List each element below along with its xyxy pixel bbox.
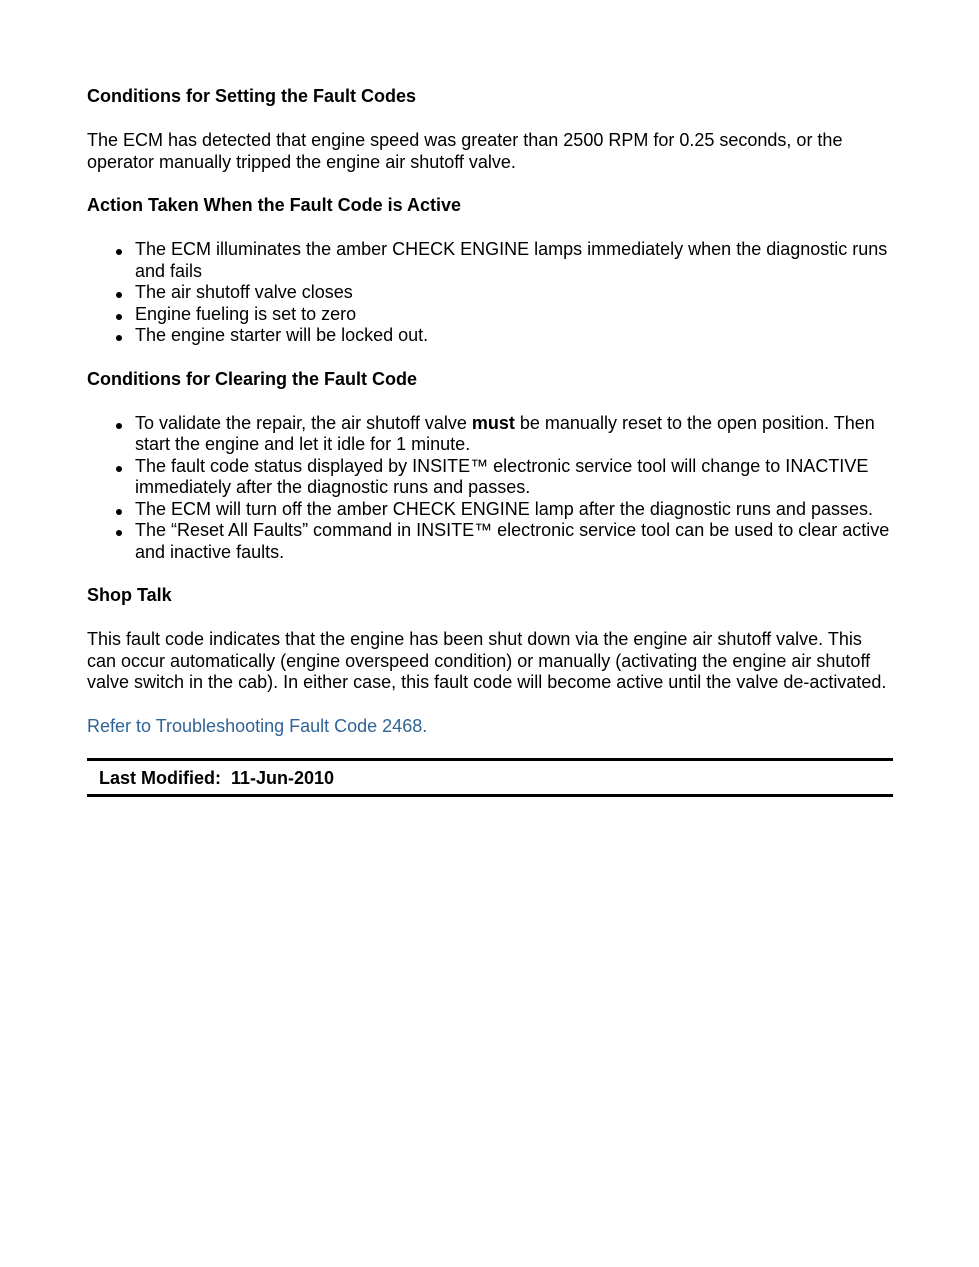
list-item: The ECM will turn off the amber CHECK ENGINE lamp after the diagnostic runs and passes. bbox=[135, 499, 893, 521]
last-modified-box bbox=[87, 758, 893, 797]
list-item: The ECM illuminates the amber CHECK ENGINE lamps immediately when the diagnostic runs and fails bbox=[135, 239, 893, 282]
action-list bbox=[87, 239, 893, 347]
bullet-icon bbox=[116, 530, 122, 536]
troubleshooting-link[interactable]: Refer to Troubleshooting Fault Code 2468. bbox=[87, 715, 428, 736]
heading-clearing: Conditions for Clearing the Fault Code bbox=[87, 368, 417, 389]
list-item: The fault code status displayed by INSITE™ electronic service tool will change to INACTIVE immediately after the diagnostic runs and passes. bbox=[135, 456, 893, 499]
bullet-icon bbox=[116, 314, 122, 320]
heading-shop-talk: Shop Talk bbox=[87, 585, 172, 605]
bullet-icon bbox=[116, 292, 122, 298]
paragraph-setting: The ECM has detected that engine speed was greater than 2500 RPM for 0.25 seconds, or the operator manually tripped the engine air shutoff valve. bbox=[87, 130, 843, 172]
clearing-list bbox=[87, 413, 893, 564]
bullet-icon bbox=[116, 466, 122, 472]
paragraph-shop-talk: This fault code indicates that the engine has been shut down via the engine air shutoff valve. This can occur automatically (engine overspeed condition) or manually (activating the engine air shutoff valve switch in the cab). In either case, this fault code will become active until the valve de-activated. bbox=[87, 629, 887, 692]
emphasis-must: must bbox=[471, 412, 515, 433]
list-item: To validate the repair, the air shutoff valve must be manually reset to the open position. Then start the engine and let it idle for 1 minute. bbox=[135, 413, 893, 456]
bullet-icon bbox=[116, 249, 122, 255]
last-modified-label: Last Modified: 11-Jun-2010 bbox=[99, 768, 335, 788]
document-page bbox=[87, 86, 893, 797]
list-item: The engine starter will be locked out. bbox=[135, 325, 893, 347]
list-item: The “Reset All Faults” command in INSITE™ electronic service tool can be used to clear active and inactive faults. bbox=[135, 520, 893, 563]
list-item: The air shutoff valve closes bbox=[135, 282, 893, 304]
heading-setting: Conditions for Setting the Fault Codes bbox=[87, 86, 416, 106]
heading-action: Action Taken When the Fault Code is Active bbox=[87, 195, 462, 215]
list-item: Engine fueling is set to zero bbox=[135, 304, 893, 326]
bullet-icon bbox=[116, 509, 122, 515]
bullet-icon bbox=[116, 335, 122, 341]
bullet-icon bbox=[116, 423, 122, 429]
